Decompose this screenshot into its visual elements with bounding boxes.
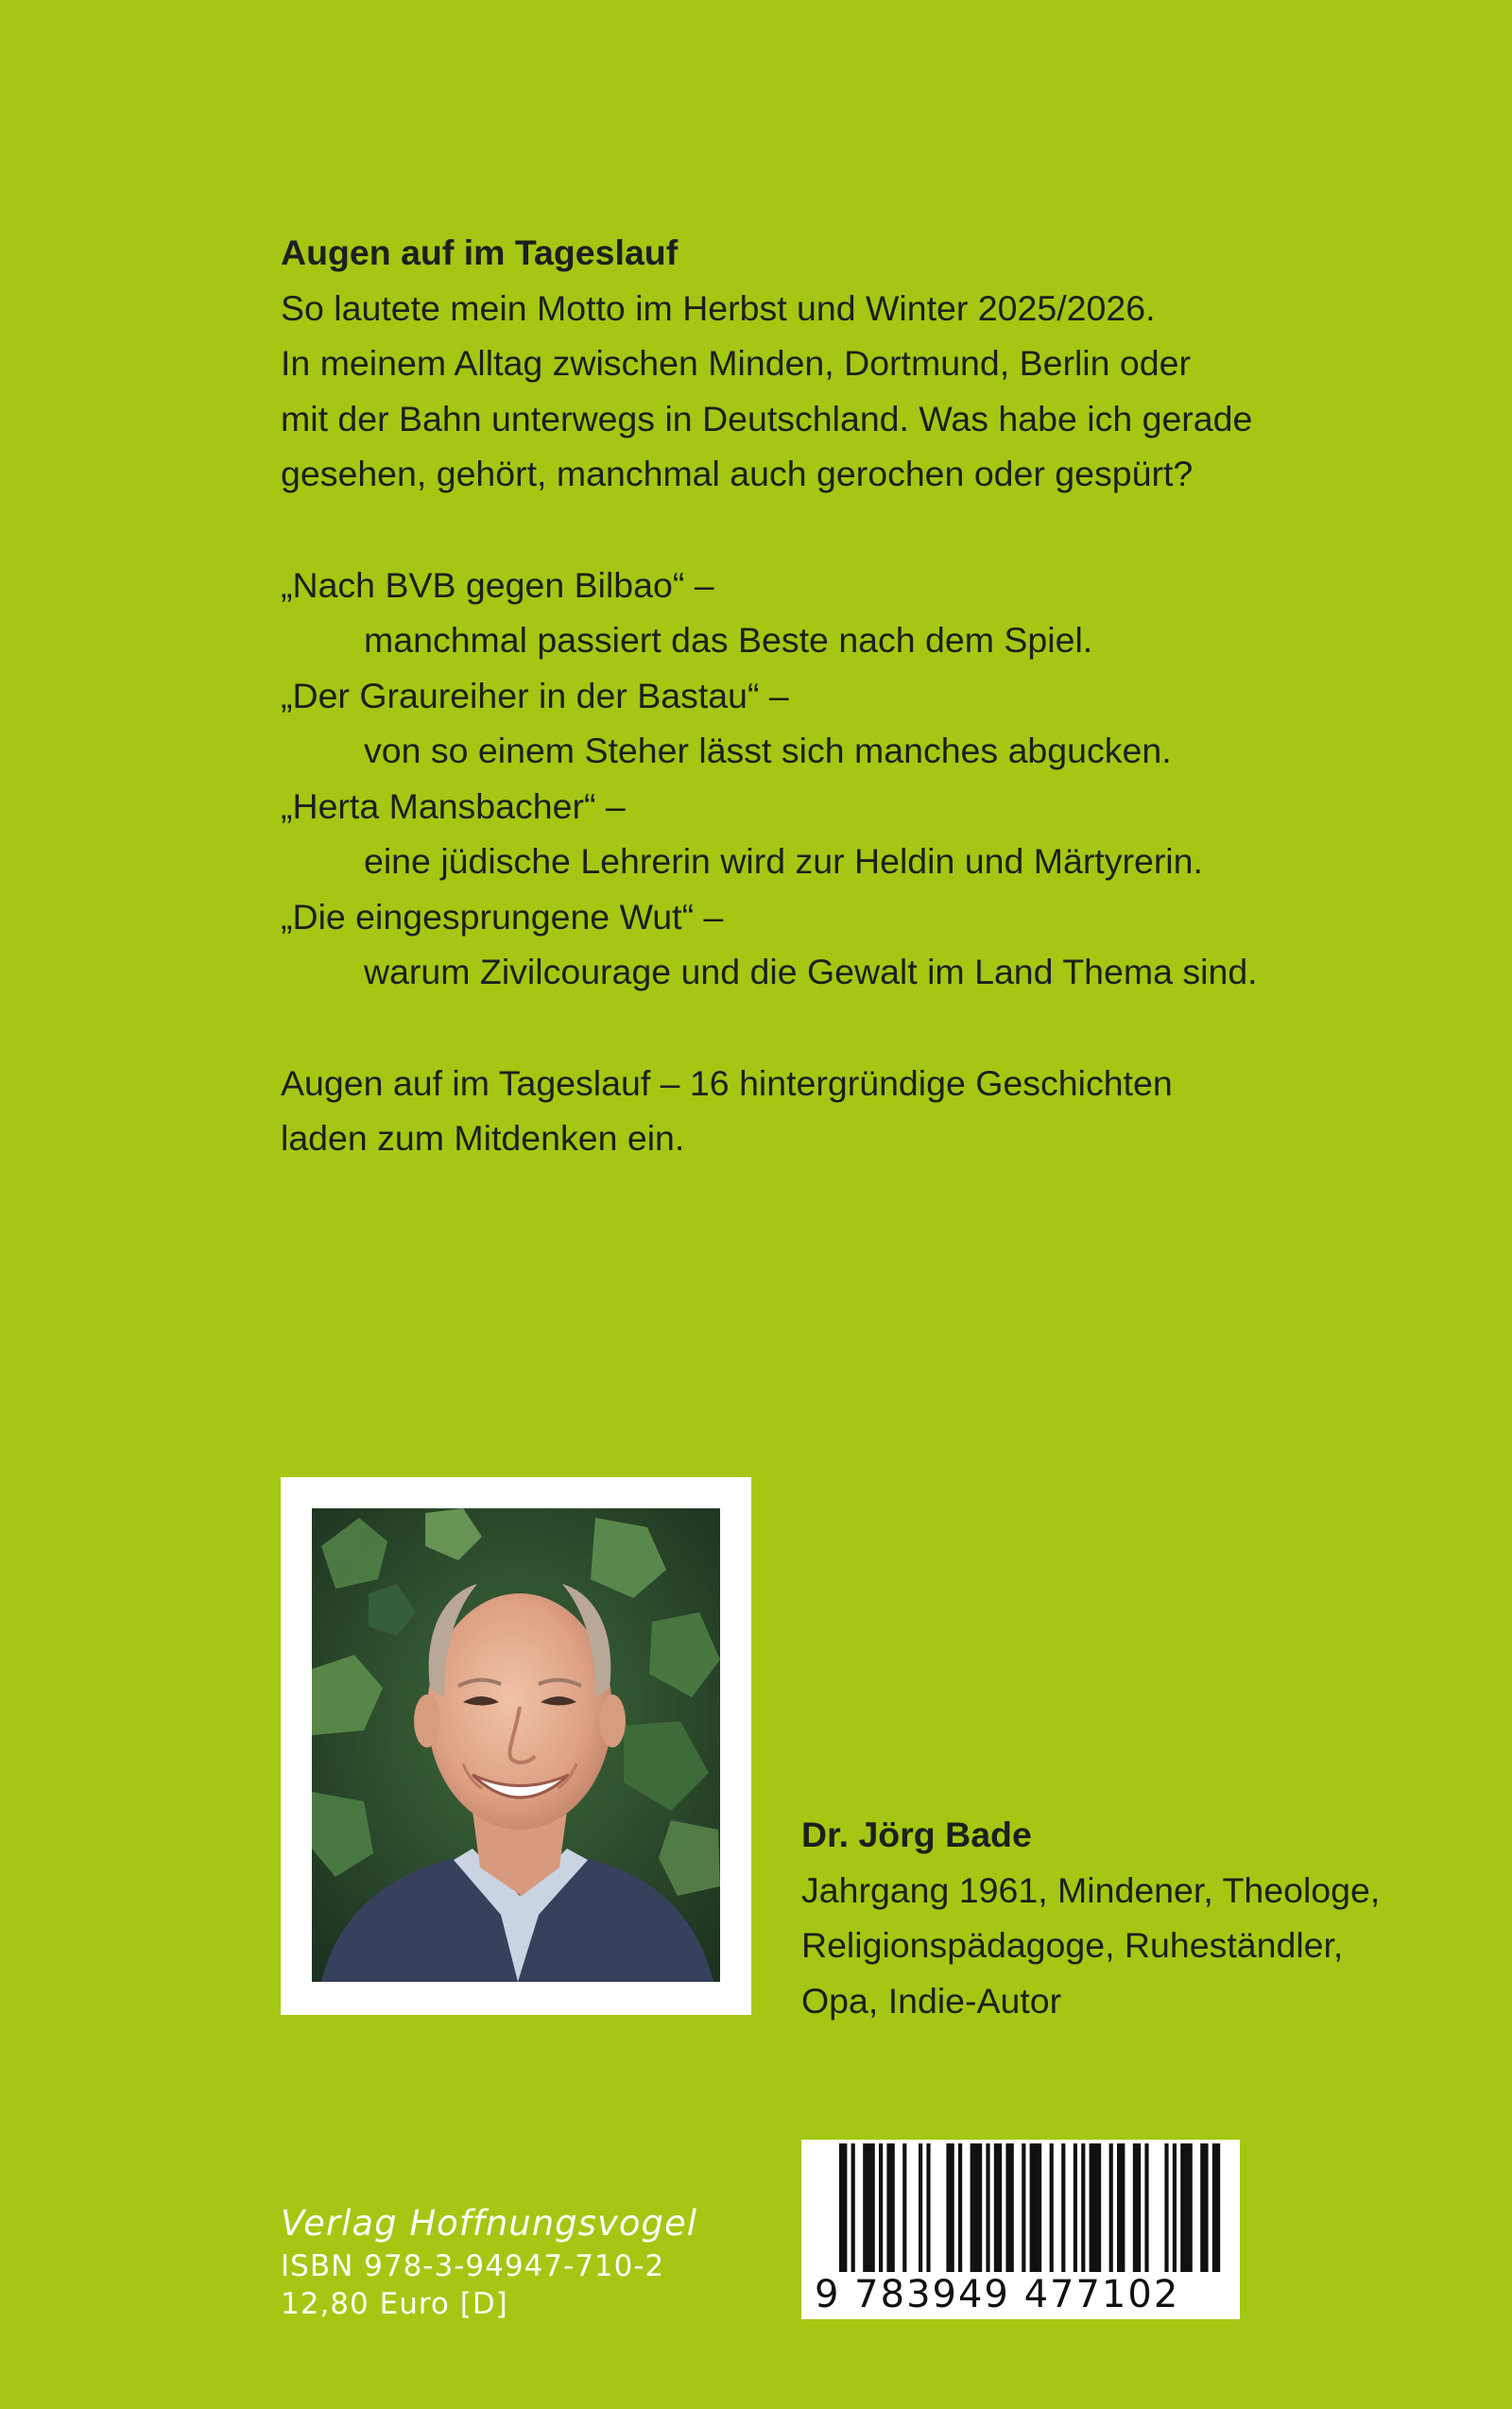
barcode-bar — [863, 2143, 875, 2272]
publisher-info — [281, 2200, 697, 2323]
barcode-bar — [926, 2143, 930, 2272]
barcode-bar — [1005, 2143, 1013, 2272]
barcode-bar — [1061, 2143, 1065, 2272]
barcode-bar — [1133, 2143, 1141, 2272]
barcode-digits: 9 783949 477102 — [815, 2273, 1180, 2316]
story-title: „Herta Mansbacher“ – — [281, 785, 626, 826]
story-description: eine jüdische Lehrerin wird zur Heldin und Märtyrerin. — [364, 841, 1203, 881]
barcode-bar — [994, 2143, 1002, 2272]
barcode-bar — [839, 2143, 847, 2272]
blurb-closing-line: Augen auf im Tageslauf – 16 hintergründige Geschichten — [281, 1062, 1173, 1103]
barcode-bar — [1164, 2143, 1168, 2272]
barcode-bar — [1074, 2143, 1077, 2272]
barcode-bar — [958, 2143, 962, 2272]
author-photo — [312, 1508, 720, 1982]
story-description: von so einem Steher lässt sich manches abgucken. — [364, 731, 1172, 770]
barcode-bar — [1022, 2143, 1025, 2272]
barcode-bar — [902, 2143, 906, 2272]
paragraph-gap — [281, 502, 1320, 558]
barcode-bar — [1090, 2143, 1102, 2272]
barcode-bar — [971, 2143, 983, 2272]
barcode-bar — [1173, 2143, 1177, 2272]
barcode-bar — [1212, 2143, 1220, 2272]
barcode-bar — [1200, 2143, 1208, 2272]
barcode-bar — [1030, 2143, 1042, 2272]
author-portrait-illustration — [312, 1508, 720, 1982]
blurb-intro-line: In meinem Alltag zwischen Minden, Dortmund, Berlin oder — [281, 343, 1191, 383]
barcode-bar — [1050, 2143, 1054, 2272]
author-photo-frame — [281, 1477, 751, 2015]
barcode-bar — [886, 2143, 894, 2272]
author-name: Dr. Jörg Bade — [801, 1815, 1032, 1854]
story-description: manchmal passiert das Beste nach dem Spiel. — [364, 620, 1093, 660]
barcode-bar — [986, 2143, 989, 2272]
story-description: warum Zivilcourage und die Gewalt im Land Thema sind. — [364, 952, 1258, 991]
barcode-bar — [1117, 2143, 1125, 2272]
blurb-intro-line: gesehen, gehört, manchmal auch gerochen oder gespürt? — [281, 454, 1194, 493]
story-title: „Der Graureiher in der Bastau“ – — [281, 675, 789, 715]
barcode-bar — [879, 2143, 883, 2272]
blurb-intro-line: mit der Bahn unterwegs in Deutschland. Was habe ich gerade — [281, 398, 1253, 439]
author-bio-line: Religionspädagoge, Ruheständler, — [801, 1925, 1344, 1965]
story-title: „Nach BVB gegen Bilbao“ – — [281, 564, 714, 605]
author-bio-line: Jahrgang 1961, Mindener, Theologe, — [801, 1869, 1381, 1910]
barcode-bar — [1180, 2143, 1193, 2272]
blurb-closing-line: laden zum Mitdenken ein. — [281, 1118, 685, 1158]
author-info — [801, 1807, 1380, 2028]
isbn-text: ISBN 978-3-94947-710-2 — [281, 2249, 665, 2283]
barcode-bar — [1109, 2143, 1113, 2272]
barcode-bar — [851, 2143, 855, 2272]
barcode-bar — [946, 2143, 954, 2272]
story-title: „Die eingesprungene Wut“ – — [281, 896, 724, 937]
price-text: 12,80 Euro [D] — [281, 2287, 508, 2321]
barcode-bar — [919, 2143, 922, 2272]
publisher-name: Verlag Hoffnungsvogel — [281, 2203, 698, 2244]
barcode-bar — [1081, 2143, 1085, 2272]
isbn-barcode — [801, 2140, 1240, 2319]
author-bio-line: Opa, Indie-Autor — [801, 1980, 1062, 2021]
blurb-intro-line: So lautete mein Motto im Herbst und Winter 2025/2026. — [281, 287, 1156, 328]
blurb-title: Augen auf im Tageslauf — [281, 232, 679, 272]
back-cover-blurb — [281, 225, 1320, 1166]
barcode-bar — [1144, 2143, 1148, 2272]
paragraph-gap — [281, 1000, 1320, 1056]
